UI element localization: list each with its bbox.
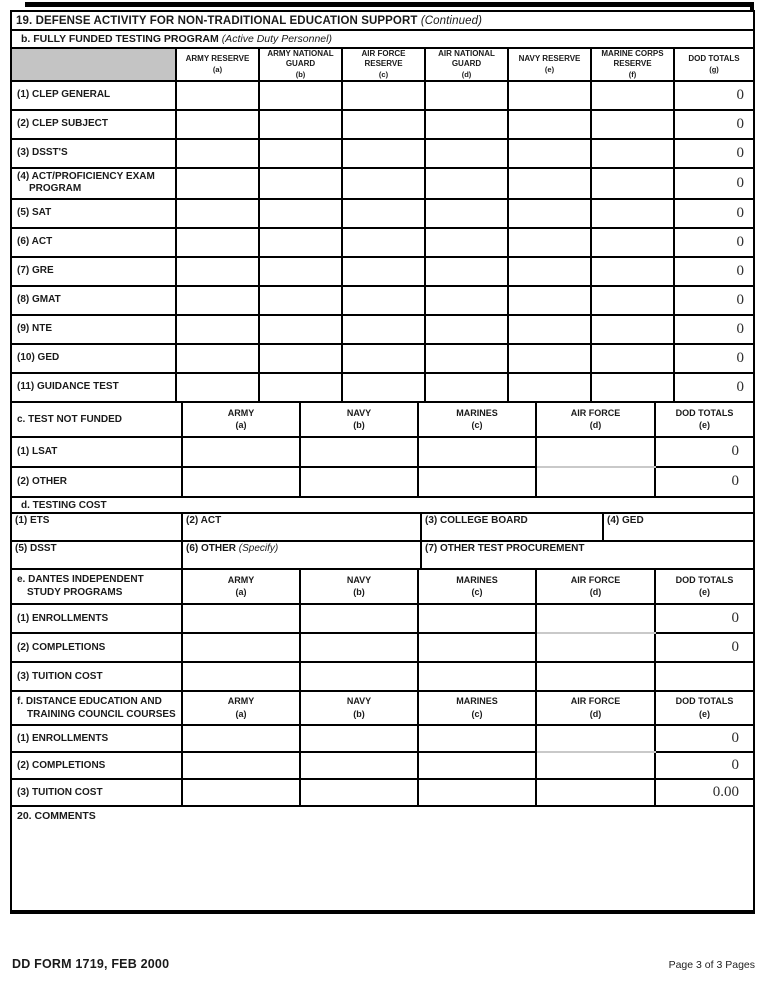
input-cell[interactable] [418, 779, 536, 806]
input-cell[interactable] [342, 344, 425, 373]
page-footer [12, 957, 755, 971]
table-row [12, 257, 753, 286]
input-cell[interactable] [300, 779, 418, 806]
input-cell[interactable] [176, 315, 259, 344]
input-cell[interactable] [182, 662, 300, 691]
col-header-marines: MARINES (c) [418, 403, 536, 437]
testing-cost-ets-cell[interactable]: (1) ETS [12, 514, 182, 541]
input-cell[interactable] [342, 139, 425, 168]
testing-cost-college-board-cell[interactable]: (3) COLLEGE BOARD [421, 514, 603, 541]
input-cell[interactable] [300, 725, 418, 752]
input-cell[interactable] [418, 662, 536, 691]
col-header-army-reserve: ARMY RESERVE (a) [176, 49, 259, 81]
input-cell[interactable] [300, 437, 418, 467]
row-label: (3) TUITION COST [12, 662, 182, 691]
table-row [12, 725, 753, 752]
row-label: (2) COMPLETIONS [12, 633, 182, 662]
input-cell[interactable] [418, 752, 536, 779]
dod-total-cell[interactable]: 0 [674, 315, 753, 344]
input-cell[interactable] [259, 168, 342, 199]
col-header-navy: NAVY (b) [300, 692, 418, 725]
specify-note: (Specify) [238, 542, 279, 554]
input-cell[interactable] [342, 199, 425, 228]
table-row [12, 139, 753, 168]
input-cell[interactable] [591, 81, 674, 110]
testing-cost-act-cell[interactable]: (2) ACT [182, 514, 421, 541]
section-b-subtitle: (Active Duty Personnel) [221, 33, 332, 45]
input-cell[interactable] [259, 110, 342, 139]
dod-total-cell[interactable]: 0 [674, 286, 753, 315]
input-cell[interactable] [591, 139, 674, 168]
dod-total-cell[interactable]: 0 [674, 257, 753, 286]
section-f-table [12, 692, 753, 807]
dod-total-cell[interactable]: 0 [674, 168, 753, 199]
table-row [12, 752, 753, 779]
table-row [12, 467, 753, 497]
table-row [12, 286, 753, 315]
input-cell[interactable] [342, 257, 425, 286]
table-row [12, 315, 753, 344]
table-row [12, 541, 753, 569]
input-cell[interactable] [176, 286, 259, 315]
table-row [12, 604, 753, 633]
input-cell[interactable] [508, 257, 591, 286]
input-cell[interactable] [591, 315, 674, 344]
row-label: (1) ENROLLMENTS [12, 604, 182, 633]
input-cell[interactable] [176, 344, 259, 373]
col-header-air-force: AIR FORCE (d) [536, 692, 655, 725]
input-cell[interactable] [182, 752, 300, 779]
section-20-comments-box[interactable] [12, 807, 753, 910]
section-19-continued-note: (Continued) [420, 15, 483, 27]
input-cell[interactable] [425, 81, 508, 110]
section-d-table [12, 514, 753, 570]
input-cell[interactable] [508, 199, 591, 228]
input-cell[interactable] [259, 81, 342, 110]
dod-total-cell[interactable]: 0 [655, 752, 753, 779]
input-cell[interactable] [591, 257, 674, 286]
input-cell[interactable] [591, 110, 674, 139]
section-f-header-row [12, 692, 753, 725]
input-cell[interactable] [259, 199, 342, 228]
input-cell[interactable] [508, 110, 591, 139]
table-row [12, 344, 753, 373]
col-header-air-force-reserve: AIR FORCE RESERVE (c) [342, 49, 425, 81]
testing-cost-ged-cell[interactable]: (4) GED [603, 514, 753, 541]
input-cell[interactable] [536, 662, 655, 691]
input-cell[interactable] [176, 257, 259, 286]
section-c-table [12, 403, 753, 498]
page-number: Page 3 of 3 Pages [668, 959, 755, 971]
row-label: (8) GMAT [12, 286, 176, 315]
table-row [12, 633, 753, 662]
input-cell[interactable] [259, 139, 342, 168]
input-cell[interactable] [418, 604, 536, 633]
input-cell[interactable] [591, 168, 674, 199]
dod-total-cell[interactable]: 0 [674, 199, 753, 228]
dod-total-cell[interactable]: 0 [674, 81, 753, 110]
dod-total-cell[interactable]: 0 [674, 344, 753, 373]
input-cell[interactable] [591, 373, 674, 402]
row-label: (7) GRE [12, 257, 176, 286]
col-header-air-force: AIR FORCE (d) [536, 403, 655, 437]
input-cell[interactable] [591, 228, 674, 257]
table-row [12, 228, 753, 257]
input-cell[interactable] [259, 286, 342, 315]
section-d-title: d. TESTING COST [21, 499, 107, 511]
input-cell[interactable] [418, 467, 536, 497]
col-header-dod-totals: DOD TOTALS (g) [674, 49, 753, 81]
row-label: (1) CLEP GENERAL [12, 81, 176, 110]
row-label: (2) OTHER [12, 467, 182, 497]
input-cell[interactable] [425, 315, 508, 344]
input-cell[interactable] [425, 373, 508, 402]
testing-cost-dsst-cell[interactable]: (5) DSST [12, 541, 182, 569]
col-header-navy-reserve: NAVY RESERVE (e) [508, 49, 591, 81]
table-row [12, 373, 753, 402]
row-label: (9) NTE [12, 315, 176, 344]
section-d-header [12, 498, 753, 514]
testing-cost-other-procurement-cell[interactable]: (7) OTHER TEST PROCUREMENT [421, 541, 753, 569]
row-label: (1) LSAT [12, 437, 182, 467]
input-cell[interactable] [259, 257, 342, 286]
input-cell[interactable] [182, 633, 300, 662]
col-header-marines: MARINES (c) [418, 692, 536, 725]
input-cell[interactable] [342, 168, 425, 199]
section-19-title: 19. DEFENSE ACTIVITY FOR NON-TRADITIONAL EDUCATION SUPPORT [16, 15, 418, 27]
section-f-title: f. DISTANCE EDUCATION AND TRAINING COUNCIL COURSES [12, 692, 182, 725]
input-cell[interactable] [536, 752, 655, 779]
input-cell[interactable] [425, 139, 508, 168]
input-cell[interactable] [591, 344, 674, 373]
input-cell[interactable] [508, 81, 591, 110]
dod-total-cell[interactable]: 0 [655, 633, 753, 662]
col-header-army: ARMY (a) [182, 692, 300, 725]
row-label: (3) TUITION COST [12, 779, 182, 806]
input-cell[interactable] [508, 373, 591, 402]
section-e-header-row [12, 570, 753, 604]
col-header-air-national-guard: AIR NATIONAL GUARD (d) [425, 49, 508, 81]
table-row [12, 662, 753, 691]
corner-cell [12, 49, 176, 81]
col-header-marines: MARINES (c) [418, 570, 536, 604]
dod-total-cell[interactable]: 0 [674, 228, 753, 257]
row-label: (11) GUIDANCE TEST [12, 373, 176, 402]
row-label: (3) DSST'S [12, 139, 176, 168]
testing-cost-other-cell[interactable]: (6) OTHER (Specify) [182, 541, 421, 569]
input-cell[interactable] [508, 168, 591, 199]
input-cell[interactable] [176, 199, 259, 228]
input-cell[interactable] [182, 467, 300, 497]
input-cell[interactable] [182, 604, 300, 633]
input-cell[interactable] [508, 286, 591, 315]
input-cell[interactable] [418, 633, 536, 662]
input-cell[interactable] [508, 228, 591, 257]
col-header-navy: NAVY (b) [300, 570, 418, 604]
input-cell[interactable] [342, 110, 425, 139]
table-row [12, 779, 753, 806]
input-cell[interactable] [176, 228, 259, 257]
dd-form-1719-page [10, 10, 755, 914]
input-cell[interactable] [342, 315, 425, 344]
input-cell[interactable] [536, 779, 655, 806]
input-cell[interactable] [536, 467, 655, 497]
input-cell[interactable] [342, 228, 425, 257]
input-cell[interactable] [342, 373, 425, 402]
dod-total-cell[interactable]: 0 [655, 725, 753, 752]
section-c-title: c. TEST NOT FUNDED [12, 403, 182, 437]
table-row [12, 199, 753, 228]
section-b-table [12, 49, 753, 403]
input-cell[interactable] [182, 437, 300, 467]
dod-total-cell[interactable]: 0.00 [655, 779, 753, 806]
input-cell[interactable] [418, 725, 536, 752]
input-cell[interactable] [425, 286, 508, 315]
input-cell[interactable] [259, 228, 342, 257]
table-row [12, 514, 753, 541]
col-header-dod-totals: DOD TOTALS (e) [655, 403, 753, 437]
input-cell[interactable] [300, 662, 418, 691]
row-label: (1) ENROLLMENTS [12, 725, 182, 752]
input-cell[interactable] [259, 344, 342, 373]
input-cell[interactable] [182, 725, 300, 752]
input-cell[interactable] [182, 779, 300, 806]
dod-total-cell[interactable] [655, 662, 753, 691]
row-label: (5) SAT [12, 199, 176, 228]
input-cell[interactable] [536, 633, 655, 662]
input-cell[interactable] [425, 228, 508, 257]
input-cell[interactable] [259, 373, 342, 402]
col-header-marine-corps-reserve: MARINE CORPS RESERVE (f) [591, 49, 674, 81]
col-header-dod-totals: DOD TOTALS (e) [655, 570, 753, 604]
section-19-header [12, 12, 753, 31]
input-cell[interactable] [425, 110, 508, 139]
input-cell[interactable] [536, 604, 655, 633]
col-header-army-national-guard: ARMY NATIONAL GUARD (b) [259, 49, 342, 81]
row-label: (10) GED [12, 344, 176, 373]
input-cell[interactable] [425, 344, 508, 373]
table-row [12, 437, 753, 467]
input-cell[interactable] [425, 257, 508, 286]
comments-label: 20. COMMENTS [17, 809, 96, 822]
row-label: (6) ACT [12, 228, 176, 257]
dod-total-cell[interactable]: 0 [655, 467, 753, 497]
col-header-air-force: AIR FORCE (d) [536, 570, 655, 604]
section-c-header-row [12, 403, 753, 437]
input-cell[interactable] [300, 752, 418, 779]
section-b-title: b. FULLY FUNDED TESTING PROGRAM [21, 33, 219, 45]
input-cell[interactable] [418, 437, 536, 467]
input-cell[interactable] [176, 373, 259, 402]
col-header-army: ARMY (a) [182, 403, 300, 437]
input-cell[interactable] [536, 437, 655, 467]
row-label: (2) COMPLETIONS [12, 752, 182, 779]
col-header-army: ARMY (a) [182, 570, 300, 604]
dod-total-cell[interactable]: 0 [674, 373, 753, 402]
table-row [12, 110, 753, 139]
dod-total-cell[interactable]: 0 [655, 604, 753, 633]
input-cell[interactable] [591, 286, 674, 315]
input-cell[interactable] [536, 725, 655, 752]
input-cell[interactable] [508, 139, 591, 168]
row-label: (2) CLEP SUBJECT [12, 110, 176, 139]
table-row [12, 81, 753, 110]
input-cell[interactable] [176, 168, 259, 199]
input-cell[interactable] [176, 139, 259, 168]
input-cell[interactable] [176, 81, 259, 110]
input-cell[interactable] [591, 199, 674, 228]
dod-total-cell[interactable]: 0 [655, 437, 753, 467]
input-cell[interactable] [508, 315, 591, 344]
dod-total-cell[interactable]: 0 [674, 110, 753, 139]
col-header-navy: NAVY (b) [300, 403, 418, 437]
input-cell[interactable] [176, 110, 259, 139]
input-cell[interactable] [508, 344, 591, 373]
section-e-title: e. DANTES INDEPENDENT STUDY PROGRAMS [12, 570, 182, 604]
input-cell[interactable] [425, 199, 508, 228]
input-cell[interactable] [300, 467, 418, 497]
input-cell[interactable] [300, 604, 418, 633]
top-rule [25, 2, 753, 7]
dod-total-cell[interactable]: 0 [674, 139, 753, 168]
input-cell[interactable] [300, 633, 418, 662]
table-row [12, 168, 753, 199]
section-e-table [12, 570, 753, 692]
section-b-header [12, 31, 753, 49]
input-cell[interactable] [425, 168, 508, 199]
input-cell[interactable] [342, 286, 425, 315]
input-cell[interactable] [342, 81, 425, 110]
section-b-header-row [12, 49, 753, 81]
row-label: (4) ACT/PROFICIENCY EXAM PROGRAM [12, 168, 176, 199]
input-cell[interactable] [259, 315, 342, 344]
col-header-dod-totals: DOD TOTALS (e) [655, 692, 753, 725]
form-id: DD FORM 1719, FEB 2000 [12, 957, 170, 971]
